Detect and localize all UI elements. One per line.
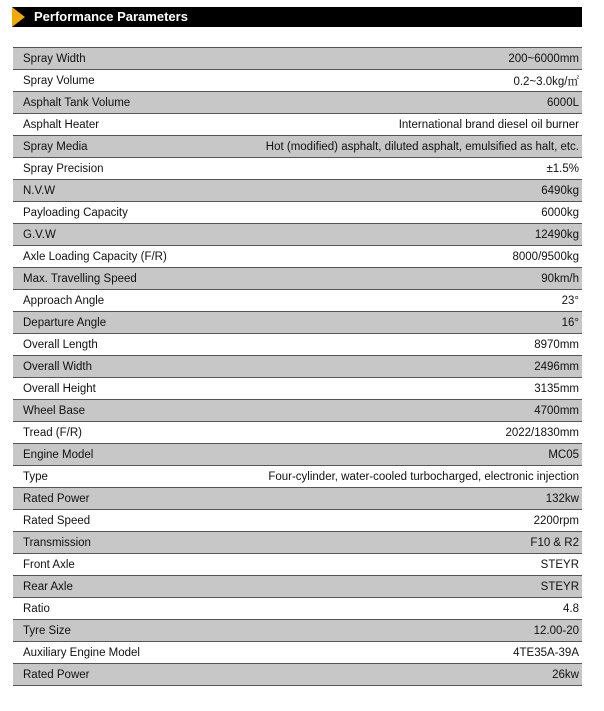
row-value: 26kw	[552, 668, 579, 681]
row-label: Departure Angle	[23, 316, 107, 329]
row-label: Auxiliary Engine Model	[23, 646, 140, 659]
row-label: Spray Volume	[23, 74, 95, 87]
table-row	[13, 554, 582, 576]
table-row	[13, 290, 582, 312]
row-label: Wheel Base	[23, 404, 86, 417]
row-value: 4700mm	[534, 404, 579, 417]
table-row	[13, 70, 582, 92]
table-row	[13, 466, 582, 488]
row-label: Overall Length	[23, 338, 98, 351]
row-value: 8000/9500kg	[512, 250, 579, 263]
row-label: Front Axle	[23, 558, 75, 571]
row-value: 12490kg	[534, 228, 579, 241]
row-value: International brand diesel oil burner	[398, 118, 579, 131]
row-value: ±1.5%	[546, 162, 579, 175]
table-row	[13, 114, 582, 136]
row-value: 90km/h	[541, 272, 579, 285]
section-title: Performance Parameters	[34, 9, 188, 24]
row-value: 132kw	[545, 492, 579, 505]
table-row	[13, 180, 582, 202]
table-row	[13, 422, 582, 444]
row-value: 2200rpm	[533, 514, 579, 527]
table-row	[13, 334, 582, 356]
row-value: 200~6000mm	[508, 52, 579, 65]
row-value: STEYR	[540, 558, 579, 571]
row-value: 16°	[561, 316, 579, 329]
row-value: STEYR	[540, 580, 579, 593]
table-row	[13, 532, 582, 554]
table-row	[13, 378, 582, 400]
row-value: 2496mm	[534, 360, 579, 373]
row-value: 6000kg	[541, 206, 579, 219]
table-row	[13, 136, 582, 158]
row-value: Hot (modified) asphalt, diluted asphalt, emulsified as halt, etc.	[265, 140, 579, 153]
row-label: N.V.W	[23, 184, 56, 197]
row-label: Rear Axle	[23, 580, 73, 593]
row-value: 2022/1830mm	[505, 426, 579, 439]
row-label: G.V.W	[23, 228, 56, 241]
row-value: F10 & R2	[530, 536, 579, 549]
table-row	[13, 620, 582, 642]
row-label: Rated Speed	[23, 514, 91, 527]
row-value: 6000L	[547, 96, 579, 109]
triangle-marker-icon	[12, 7, 25, 27]
row-value: 4TE35A-39A	[513, 646, 579, 659]
table-row	[13, 598, 582, 620]
row-label: Rated Power	[23, 492, 90, 505]
row-label: Asphalt Tank Volume	[23, 96, 131, 109]
row-label: Overall Width	[23, 360, 93, 373]
row-label: Overall Height	[23, 382, 96, 395]
row-label: Max. Travelling Speed	[23, 272, 137, 285]
table-row	[13, 444, 582, 466]
row-label: Spray Precision	[23, 162, 104, 175]
row-value: 0.2~3.0kg/㎡	[513, 75, 579, 88]
table-row	[13, 158, 582, 180]
section-header	[12, 7, 582, 27]
table-row	[13, 642, 582, 664]
table-row	[13, 202, 582, 224]
row-value: 4.8	[563, 602, 579, 615]
table-row	[13, 268, 582, 290]
row-value: Four-cylinder, water-cooled turbocharged, electronic injection	[268, 470, 579, 483]
row-value: MC05	[548, 448, 579, 461]
row-label: Asphalt Heater	[23, 118, 100, 131]
row-label: Spray Media	[23, 140, 88, 153]
row-value: 8970mm	[534, 338, 579, 351]
row-value: 23°	[561, 294, 579, 307]
row-label: Tyre Size	[23, 624, 71, 637]
spec-table	[13, 47, 582, 686]
row-label: Engine Model	[23, 448, 94, 461]
row-label: Ratio	[23, 602, 50, 615]
table-row	[13, 576, 582, 598]
table-row	[13, 312, 582, 334]
table-row	[13, 224, 582, 246]
table-row	[13, 92, 582, 114]
row-value: 12.00-20	[533, 624, 579, 637]
row-label: Type	[23, 470, 48, 483]
row-label: Spray Width	[23, 52, 86, 65]
table-row	[13, 356, 582, 378]
table-row	[13, 400, 582, 422]
table-row	[13, 510, 582, 532]
row-label: Transmission	[23, 536, 91, 549]
table-row	[13, 246, 582, 268]
row-label: Rated Power	[23, 668, 90, 681]
row-value: 3135mm	[534, 382, 579, 395]
row-label: Approach Angle	[23, 294, 105, 307]
table-row	[13, 488, 582, 510]
row-label: Payloading Capacity	[23, 206, 128, 219]
row-label: Axle Loading Capacity (F/R)	[23, 250, 167, 263]
row-label: Tread (F/R)	[23, 426, 82, 439]
row-value: 6490kg	[541, 184, 579, 197]
table-row	[13, 48, 582, 70]
table-row	[13, 664, 582, 686]
